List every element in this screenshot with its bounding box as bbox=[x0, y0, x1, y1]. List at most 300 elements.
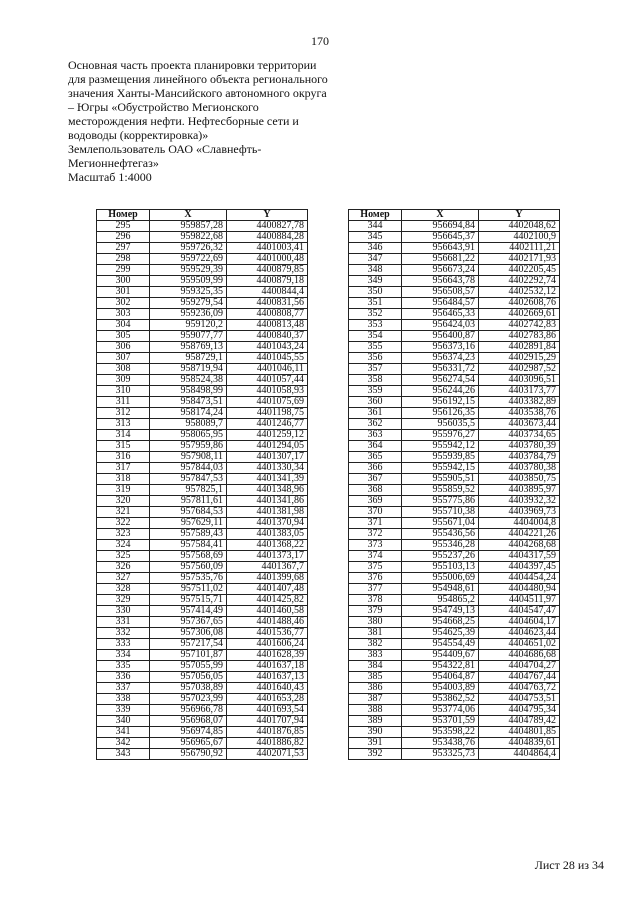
cell-number: 318 bbox=[97, 474, 150, 485]
cell-number: 326 bbox=[97, 562, 150, 573]
cell-x: 957101,87 bbox=[150, 650, 227, 661]
cell-number: 373 bbox=[349, 540, 402, 551]
cell-number: 303 bbox=[97, 309, 150, 320]
table-row bbox=[349, 529, 560, 540]
cell-y: 4401368,22 bbox=[227, 540, 308, 551]
cell-number: 297 bbox=[97, 243, 150, 254]
cell-x: 959325,35 bbox=[150, 287, 227, 298]
cell-x: 957684,53 bbox=[150, 507, 227, 518]
cell-number: 355 bbox=[349, 342, 402, 353]
cell-y: 4404763,72 bbox=[479, 683, 560, 694]
table-row bbox=[349, 386, 560, 397]
table-row bbox=[349, 650, 560, 661]
cell-x: 954409,67 bbox=[402, 650, 479, 661]
cell-y: 4403780,39 bbox=[479, 441, 560, 452]
cell-number: 325 bbox=[97, 551, 150, 562]
cell-y: 4401057,44 bbox=[227, 375, 308, 386]
cell-y: 4401046,11 bbox=[227, 364, 308, 375]
cell-y: 4404004,8 bbox=[479, 518, 560, 529]
cell-number: 388 bbox=[349, 705, 402, 716]
cell-number: 332 bbox=[97, 628, 150, 639]
cell-x: 956790,92 bbox=[150, 749, 227, 760]
cell-number: 358 bbox=[349, 375, 402, 386]
table-row bbox=[97, 254, 308, 265]
cell-x: 956508,57 bbox=[402, 287, 479, 298]
cell-x: 956126,35 bbox=[402, 408, 479, 419]
column-header-number: Номер bbox=[349, 210, 402, 221]
cell-x: 956645,37 bbox=[402, 232, 479, 243]
cell-number: 339 bbox=[97, 705, 150, 716]
table-row bbox=[97, 419, 308, 430]
cell-y: 4400879,18 bbox=[227, 276, 308, 287]
cell-x: 957629,11 bbox=[150, 518, 227, 529]
cell-x: 954003,89 bbox=[402, 683, 479, 694]
cell-y: 4401460,58 bbox=[227, 606, 308, 617]
table-row bbox=[349, 606, 560, 617]
table-row bbox=[349, 452, 560, 463]
cell-x: 957515,71 bbox=[150, 595, 227, 606]
cell-y: 4401640,43 bbox=[227, 683, 308, 694]
cell-x: 955436,56 bbox=[402, 529, 479, 540]
cell-number: 322 bbox=[97, 518, 150, 529]
cell-number: 328 bbox=[97, 584, 150, 595]
cell-y: 4400831,56 bbox=[227, 298, 308, 309]
cell-x: 957414,49 bbox=[150, 606, 227, 617]
table-row bbox=[97, 485, 308, 496]
cell-x: 953774,06 bbox=[402, 705, 479, 716]
cell-y: 4401381,98 bbox=[227, 507, 308, 518]
cell-y: 4401294,05 bbox=[227, 441, 308, 452]
cell-y: 4404651,02 bbox=[479, 639, 560, 650]
table-row bbox=[349, 694, 560, 705]
cell-x: 957511,02 bbox=[150, 584, 227, 595]
cell-x: 958769,13 bbox=[150, 342, 227, 353]
cell-x: 954554,49 bbox=[402, 639, 479, 650]
cell-x: 956484,57 bbox=[402, 298, 479, 309]
cell-y: 4404767,44 bbox=[479, 672, 560, 683]
cell-number: 387 bbox=[349, 694, 402, 705]
cell-number: 308 bbox=[97, 364, 150, 375]
cell-y: 4404397,45 bbox=[479, 562, 560, 573]
table-row bbox=[97, 595, 308, 606]
table-row bbox=[97, 617, 308, 628]
cell-number: 375 bbox=[349, 562, 402, 573]
cell-y: 4403673,44 bbox=[479, 419, 560, 430]
cell-x: 954865,2 bbox=[402, 595, 479, 606]
table-row bbox=[97, 463, 308, 474]
cell-x: 957560,09 bbox=[150, 562, 227, 573]
cell-number: 333 bbox=[97, 639, 150, 650]
table-row bbox=[349, 397, 560, 408]
cell-y: 4402111,21 bbox=[479, 243, 560, 254]
cell-y: 4401425,82 bbox=[227, 595, 308, 606]
table-row bbox=[349, 331, 560, 342]
cell-number: 390 bbox=[349, 727, 402, 738]
table-row bbox=[349, 562, 560, 573]
cell-y: 4404480,94 bbox=[479, 584, 560, 595]
cell-x: 959822,68 bbox=[150, 232, 227, 243]
cell-x: 954749,13 bbox=[402, 606, 479, 617]
header-line: Основная часть проекта планировки территории bbox=[68, 58, 317, 72]
table-row bbox=[349, 496, 560, 507]
cell-y: 4402048,62 bbox=[479, 221, 560, 232]
cell-y: 4400879,85 bbox=[227, 265, 308, 276]
cell-x: 955859,52 bbox=[402, 485, 479, 496]
table-row bbox=[349, 518, 560, 529]
table-row bbox=[349, 309, 560, 320]
cell-number: 362 bbox=[349, 419, 402, 430]
cell-y: 4403734,65 bbox=[479, 430, 560, 441]
cell-y: 4402987,52 bbox=[479, 364, 560, 375]
header-line: – Югры «Обустройство Мегионского bbox=[68, 100, 259, 114]
cell-y: 4404604,17 bbox=[479, 617, 560, 628]
cell-x: 959120,2 bbox=[150, 320, 227, 331]
cell-x: 957847,53 bbox=[150, 474, 227, 485]
cell-y: 4404686,68 bbox=[479, 650, 560, 661]
table-row bbox=[349, 705, 560, 716]
cell-x: 956244,26 bbox=[402, 386, 479, 397]
cell-number: 366 bbox=[349, 463, 402, 474]
cell-x: 958729,1 bbox=[150, 353, 227, 364]
table-row bbox=[97, 452, 308, 463]
cell-y: 4401488,46 bbox=[227, 617, 308, 628]
table-row bbox=[97, 232, 308, 243]
cell-y: 4401058,93 bbox=[227, 386, 308, 397]
cell-x: 956374,23 bbox=[402, 353, 479, 364]
table-row bbox=[349, 617, 560, 628]
column-header-y: Y bbox=[479, 210, 560, 221]
table-row bbox=[97, 276, 308, 287]
cell-number: 379 bbox=[349, 606, 402, 617]
cell-y: 4404795,34 bbox=[479, 705, 560, 716]
header-line: значения Ханты-Мансийского автономного округа bbox=[68, 86, 327, 100]
cell-x: 959279,54 bbox=[150, 298, 227, 309]
cell-number: 377 bbox=[349, 584, 402, 595]
cell-x: 958498,99 bbox=[150, 386, 227, 397]
table-row bbox=[349, 551, 560, 562]
cell-number: 307 bbox=[97, 353, 150, 364]
cell-x: 956424,03 bbox=[402, 320, 479, 331]
cell-y: 4404221,26 bbox=[479, 529, 560, 540]
table-row bbox=[97, 727, 308, 738]
table-row bbox=[349, 507, 560, 518]
table-row bbox=[97, 243, 308, 254]
cell-x: 956681,22 bbox=[402, 254, 479, 265]
cell-number: 336 bbox=[97, 672, 150, 683]
cell-y: 4402608,76 bbox=[479, 298, 560, 309]
cell-x: 955103,13 bbox=[402, 562, 479, 573]
cell-number: 302 bbox=[97, 298, 150, 309]
cell-y: 4401637,13 bbox=[227, 672, 308, 683]
cell-y: 4404511,97 bbox=[479, 595, 560, 606]
cell-x: 956192,15 bbox=[402, 397, 479, 408]
table-row bbox=[97, 474, 308, 485]
cell-y: 4401628,39 bbox=[227, 650, 308, 661]
cell-y: 4404801,85 bbox=[479, 727, 560, 738]
table-row bbox=[349, 573, 560, 584]
cell-y: 4401407,48 bbox=[227, 584, 308, 595]
cell-x: 955942,12 bbox=[402, 441, 479, 452]
table-row bbox=[349, 430, 560, 441]
cell-x: 956373,16 bbox=[402, 342, 479, 353]
cell-x: 955237,26 bbox=[402, 551, 479, 562]
cell-x: 957568,69 bbox=[150, 551, 227, 562]
cell-y: 4400813,48 bbox=[227, 320, 308, 331]
cell-number: 311 bbox=[97, 397, 150, 408]
table-row bbox=[349, 540, 560, 551]
table-row bbox=[97, 650, 308, 661]
cell-x: 957825,1 bbox=[150, 485, 227, 496]
cell-number: 296 bbox=[97, 232, 150, 243]
table-row bbox=[349, 364, 560, 375]
cell-y: 4401259,12 bbox=[227, 430, 308, 441]
table-row bbox=[349, 727, 560, 738]
header-line: Масштаб 1:4000 bbox=[68, 170, 152, 184]
cell-number: 344 bbox=[349, 221, 402, 232]
cell-x: 953862,52 bbox=[402, 694, 479, 705]
table-row bbox=[349, 485, 560, 496]
cell-number: 337 bbox=[97, 683, 150, 694]
cell-number: 369 bbox=[349, 496, 402, 507]
coordinates-table-right bbox=[348, 209, 560, 760]
cell-y: 4404317,59 bbox=[479, 551, 560, 562]
cell-x: 958524,38 bbox=[150, 375, 227, 386]
table-row bbox=[349, 265, 560, 276]
cell-number: 342 bbox=[97, 738, 150, 749]
cell-number: 363 bbox=[349, 430, 402, 441]
cell-x: 957811,61 bbox=[150, 496, 227, 507]
cell-y: 4400827,78 bbox=[227, 221, 308, 232]
cell-y: 4403850,75 bbox=[479, 474, 560, 485]
cell-number: 312 bbox=[97, 408, 150, 419]
table-row bbox=[97, 408, 308, 419]
cell-number: 371 bbox=[349, 518, 402, 529]
cell-y: 4401307,17 bbox=[227, 452, 308, 463]
cell-number: 316 bbox=[97, 452, 150, 463]
cell-y: 4403780,38 bbox=[479, 463, 560, 474]
cell-x: 957908,11 bbox=[150, 452, 227, 463]
table-row bbox=[349, 595, 560, 606]
cell-x: 955006,69 bbox=[402, 573, 479, 584]
table-row bbox=[97, 529, 308, 540]
table-row bbox=[97, 287, 308, 298]
table-row bbox=[97, 683, 308, 694]
cell-number: 389 bbox=[349, 716, 402, 727]
table-row bbox=[97, 661, 308, 672]
cell-y: 4402742,83 bbox=[479, 320, 560, 331]
table-row bbox=[97, 375, 308, 386]
cell-x: 955671,04 bbox=[402, 518, 479, 529]
cell-x: 953598,22 bbox=[402, 727, 479, 738]
cell-number: 365 bbox=[349, 452, 402, 463]
cell-number: 383 bbox=[349, 650, 402, 661]
table-row bbox=[349, 628, 560, 639]
cell-y: 4402292,74 bbox=[479, 276, 560, 287]
cell-y: 4403382,89 bbox=[479, 397, 560, 408]
cell-x: 955775,86 bbox=[402, 496, 479, 507]
cell-x: 956974,85 bbox=[150, 727, 227, 738]
cell-y: 4403096,51 bbox=[479, 375, 560, 386]
cell-x: 956274,54 bbox=[402, 375, 479, 386]
cell-x: 957306,08 bbox=[150, 628, 227, 639]
cell-number: 329 bbox=[97, 595, 150, 606]
table-row bbox=[97, 694, 308, 705]
cell-number: 353 bbox=[349, 320, 402, 331]
table-row bbox=[97, 540, 308, 551]
cell-number: 301 bbox=[97, 287, 150, 298]
table-row bbox=[349, 661, 560, 672]
table-row bbox=[97, 441, 308, 452]
table-row bbox=[349, 683, 560, 694]
cell-x: 957584,41 bbox=[150, 540, 227, 551]
cell-number: 368 bbox=[349, 485, 402, 496]
cell-y: 4400808,77 bbox=[227, 309, 308, 320]
cell-y: 4404454,24 bbox=[479, 573, 560, 584]
table-row bbox=[97, 705, 308, 716]
cell-number: 309 bbox=[97, 375, 150, 386]
table-row bbox=[349, 584, 560, 595]
table-row bbox=[97, 430, 308, 441]
cell-number: 323 bbox=[97, 529, 150, 540]
table-row bbox=[349, 298, 560, 309]
cell-x: 959509,99 bbox=[150, 276, 227, 287]
column-header-x: X bbox=[402, 210, 479, 221]
cell-x: 957038,89 bbox=[150, 683, 227, 694]
cell-number: 372 bbox=[349, 529, 402, 540]
cell-x: 954625,39 bbox=[402, 628, 479, 639]
cell-x: 959857,28 bbox=[150, 221, 227, 232]
cell-y: 4401536,77 bbox=[227, 628, 308, 639]
cell-y: 4404864,4 bbox=[479, 749, 560, 760]
table-row bbox=[349, 276, 560, 287]
header-line: водоводы (корректировка)» bbox=[68, 128, 209, 142]
cell-y: 4404839,61 bbox=[479, 738, 560, 749]
cell-number: 338 bbox=[97, 694, 150, 705]
table-row bbox=[97, 265, 308, 276]
header-line: для размещения линейного объекта регионального bbox=[68, 72, 328, 86]
cell-number: 378 bbox=[349, 595, 402, 606]
cell-x: 956965,67 bbox=[150, 738, 227, 749]
cell-y: 4402071,53 bbox=[227, 749, 308, 760]
table-row bbox=[97, 749, 308, 760]
cell-number: 367 bbox=[349, 474, 402, 485]
cell-number: 327 bbox=[97, 573, 150, 584]
table-row bbox=[97, 639, 308, 650]
table-row bbox=[349, 221, 560, 232]
column-header-number: Номер bbox=[97, 210, 150, 221]
table-row bbox=[349, 716, 560, 727]
cell-number: 347 bbox=[349, 254, 402, 265]
cell-x: 956400,87 bbox=[402, 331, 479, 342]
cell-y: 4402205,45 bbox=[479, 265, 560, 276]
cell-number: 360 bbox=[349, 397, 402, 408]
table-row bbox=[97, 342, 308, 353]
table-row bbox=[349, 287, 560, 298]
cell-y: 4402669,61 bbox=[479, 309, 560, 320]
table-row bbox=[349, 320, 560, 331]
cell-y: 4400884,28 bbox=[227, 232, 308, 243]
cell-y: 4403969,73 bbox=[479, 507, 560, 518]
table-row bbox=[349, 672, 560, 683]
cell-x: 953325,73 bbox=[402, 749, 479, 760]
cell-y: 4401003,41 bbox=[227, 243, 308, 254]
cell-y: 4402100,9 bbox=[479, 232, 560, 243]
table-row bbox=[349, 419, 560, 430]
cell-number: 305 bbox=[97, 331, 150, 342]
cell-x: 958719,94 bbox=[150, 364, 227, 375]
cell-x: 956643,91 bbox=[402, 243, 479, 254]
cell-x: 959726,32 bbox=[150, 243, 227, 254]
cell-x: 959722,69 bbox=[150, 254, 227, 265]
cell-x: 956643,78 bbox=[402, 276, 479, 287]
cell-number: 361 bbox=[349, 408, 402, 419]
cell-number: 295 bbox=[97, 221, 150, 232]
table-row bbox=[97, 738, 308, 749]
cell-number: 374 bbox=[349, 551, 402, 562]
cell-number: 349 bbox=[349, 276, 402, 287]
cell-x: 954948,61 bbox=[402, 584, 479, 595]
table-row bbox=[349, 749, 560, 760]
cell-number: 331 bbox=[97, 617, 150, 628]
table-row bbox=[349, 232, 560, 243]
cell-number: 310 bbox=[97, 386, 150, 397]
table-row bbox=[97, 298, 308, 309]
cell-x: 957023,99 bbox=[150, 694, 227, 705]
cell-number: 348 bbox=[349, 265, 402, 276]
cell-y: 4403784,79 bbox=[479, 452, 560, 463]
cell-number: 359 bbox=[349, 386, 402, 397]
table-row bbox=[97, 551, 308, 562]
cell-number: 391 bbox=[349, 738, 402, 749]
cell-number: 320 bbox=[97, 496, 150, 507]
cell-number: 321 bbox=[97, 507, 150, 518]
table-row bbox=[97, 309, 308, 320]
cell-x: 958065,95 bbox=[150, 430, 227, 441]
cell-number: 380 bbox=[349, 617, 402, 628]
table-header-row bbox=[349, 210, 560, 221]
cell-y: 4401383,05 bbox=[227, 529, 308, 540]
cell-x: 956465,33 bbox=[402, 309, 479, 320]
cell-x: 958473,51 bbox=[150, 397, 227, 408]
cell-y: 4402891,84 bbox=[479, 342, 560, 353]
cell-x: 956673,24 bbox=[402, 265, 479, 276]
cell-number: 341 bbox=[97, 727, 150, 738]
table-row bbox=[97, 397, 308, 408]
cell-y: 4404268,68 bbox=[479, 540, 560, 551]
cell-number: 298 bbox=[97, 254, 150, 265]
cell-y: 4403895,97 bbox=[479, 485, 560, 496]
cell-number: 386 bbox=[349, 683, 402, 694]
table-row bbox=[349, 408, 560, 419]
cell-x: 955942,15 bbox=[402, 463, 479, 474]
cell-y: 4402783,86 bbox=[479, 331, 560, 342]
cell-number: 313 bbox=[97, 419, 150, 430]
table-body-right bbox=[349, 221, 560, 760]
cell-number: 319 bbox=[97, 485, 150, 496]
table-row bbox=[349, 243, 560, 254]
cell-y: 4401606,24 bbox=[227, 639, 308, 650]
table-row bbox=[97, 518, 308, 529]
cell-x: 955976,27 bbox=[402, 430, 479, 441]
header-line: Землепользователь ОАО «Славнефть- bbox=[68, 142, 262, 156]
table-row bbox=[349, 738, 560, 749]
cell-y: 4401653,28 bbox=[227, 694, 308, 705]
table-row bbox=[97, 221, 308, 232]
cell-number: 351 bbox=[349, 298, 402, 309]
cell-y: 4403173,77 bbox=[479, 386, 560, 397]
cell-y: 4402171,93 bbox=[479, 254, 560, 265]
cell-number: 314 bbox=[97, 430, 150, 441]
